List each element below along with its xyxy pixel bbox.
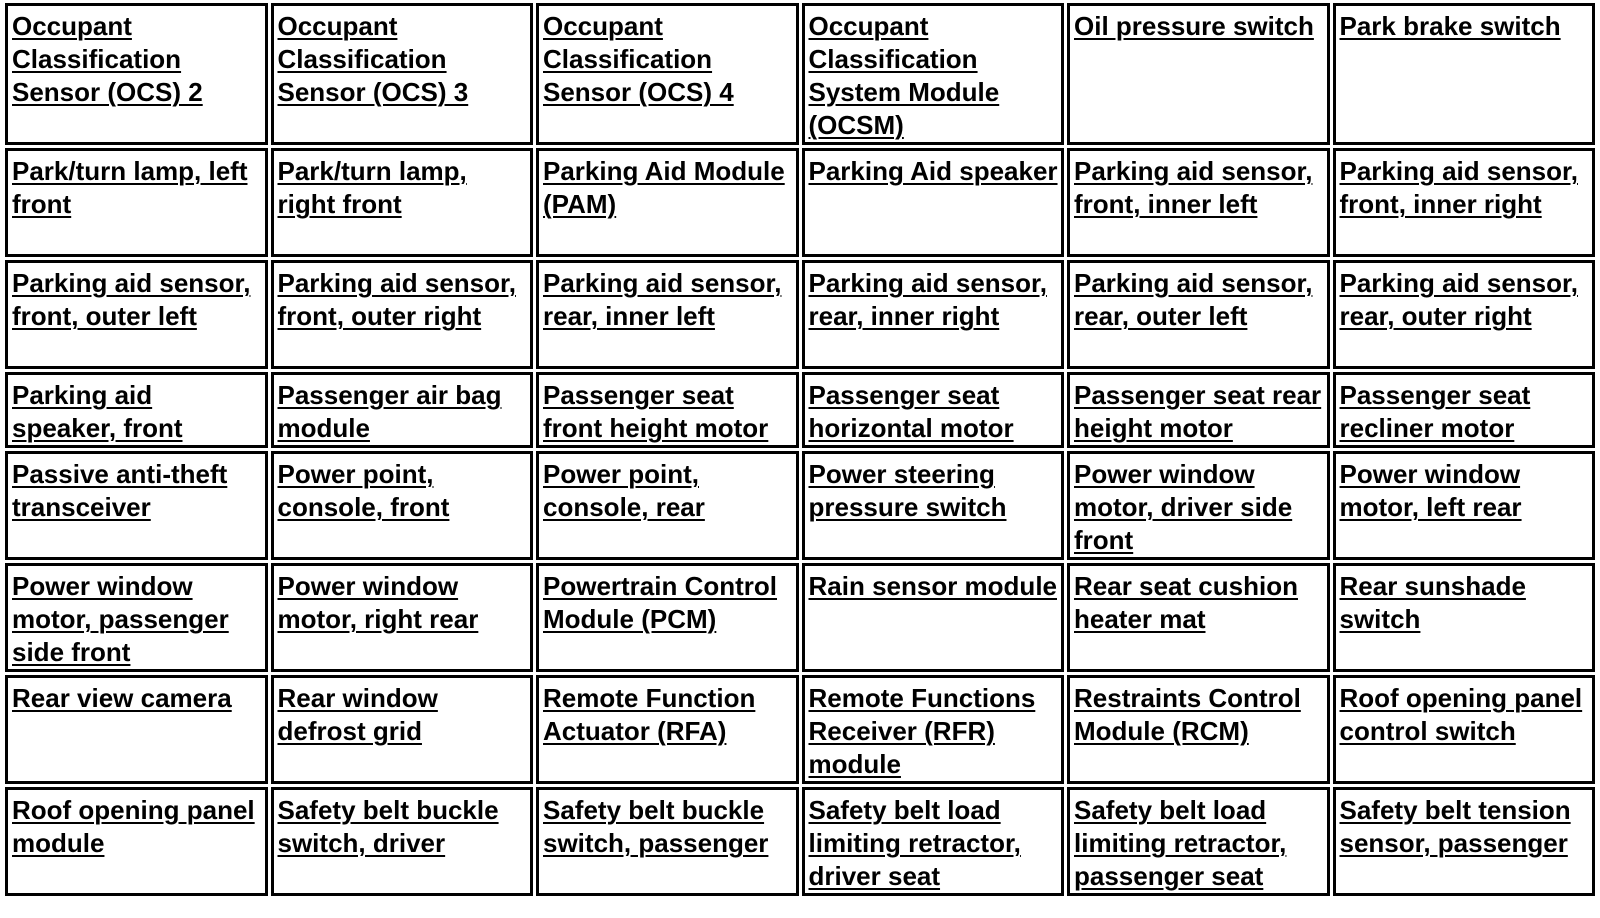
component-link[interactable]: Park brake switch	[1339, 11, 1561, 41]
table-row	[5, 787, 1595, 896]
component-link[interactable]: Parking aid sensor, front, inner right	[1339, 156, 1578, 219]
component-link[interactable]: Rain sensor module	[808, 571, 1057, 601]
table-cell	[271, 372, 534, 448]
table-cell	[1333, 260, 1596, 369]
table-cell	[536, 451, 799, 560]
component-link[interactable]: Park/turn lamp, right front	[277, 156, 467, 219]
component-link[interactable]: Occupant Classification Sensor (OCS) 4	[543, 11, 734, 107]
table-row	[5, 451, 1595, 560]
component-link[interactable]: Parking aid sensor, front, outer right	[277, 268, 516, 331]
component-link[interactable]: Parking aid speaker, front	[12, 380, 183, 443]
component-link[interactable]: Parking Aid speaker	[808, 156, 1058, 186]
table-cell	[802, 563, 1065, 672]
table-cell	[5, 3, 268, 145]
table-cell	[1333, 563, 1596, 672]
component-link[interactable]: Power point, console, rear	[543, 459, 705, 522]
component-link[interactable]: Parking aid sensor, front, inner left	[1074, 156, 1313, 219]
component-link[interactable]: Rear view camera	[12, 683, 232, 713]
table-cell	[1067, 563, 1330, 672]
table-row	[5, 372, 1595, 448]
component-link[interactable]: Power window motor, right rear	[277, 571, 479, 634]
table-row	[5, 260, 1595, 369]
component-link[interactable]: Rear window defrost grid	[277, 683, 438, 746]
component-link[interactable]: Safety belt tension sensor, passenger	[1339, 795, 1571, 858]
component-link[interactable]: Roof opening panel module	[12, 795, 255, 858]
component-link[interactable]: Remote Function Actuator (RFA)	[543, 683, 756, 746]
table-cell	[802, 148, 1065, 257]
table-cell	[5, 148, 268, 257]
component-link[interactable]: Passenger air bag module	[277, 380, 502, 443]
table-cell	[1333, 675, 1596, 784]
component-link[interactable]: Safety belt buckle switch, passenger	[543, 795, 769, 858]
table-cell	[271, 148, 534, 257]
table-cell	[802, 451, 1065, 560]
table-cell	[802, 3, 1065, 145]
component-link[interactable]: Safety belt buckle switch, driver	[277, 795, 499, 858]
component-link[interactable]: Rear sunshade switch	[1339, 571, 1526, 634]
component-link[interactable]: Passenger seat recliner motor	[1339, 380, 1531, 443]
table-cell	[5, 260, 268, 369]
component-link[interactable]: Passenger seat horizontal motor	[808, 380, 1014, 443]
component-link[interactable]: Park/turn lamp, left front	[12, 156, 248, 219]
table-cell	[536, 260, 799, 369]
table-cell	[1067, 260, 1330, 369]
component-link[interactable]: Occupant Classification System Module (OCSM)	[808, 11, 1000, 140]
table-row	[5, 148, 1595, 257]
table-row	[5, 563, 1595, 672]
component-link[interactable]: Parking aid sensor, front, outer left	[12, 268, 251, 331]
component-link[interactable]: Occupant Classification Sensor (OCS) 2	[12, 11, 203, 107]
table-cell	[271, 3, 534, 145]
component-link[interactable]: Rear seat cushion heater mat	[1074, 571, 1298, 634]
table-cell	[1067, 148, 1330, 257]
table-cell	[1333, 372, 1596, 448]
table-cell	[802, 260, 1065, 369]
table-cell	[5, 372, 268, 448]
table-cell	[1333, 451, 1596, 560]
component-link[interactable]: Parking aid sensor, rear, inner right	[808, 268, 1047, 331]
table-cell	[536, 787, 799, 896]
component-link[interactable]: Parking aid sensor, rear, outer right	[1339, 268, 1578, 331]
component-index-grid	[2, 0, 1598, 918]
component-link[interactable]: Parking aid sensor, rear, outer left	[1074, 268, 1313, 331]
table-cell	[1333, 3, 1596, 145]
table-row	[5, 3, 1595, 145]
table-cell	[1067, 675, 1330, 784]
table-cell	[1067, 3, 1330, 145]
component-link[interactable]: Oil pressure switch	[1074, 11, 1314, 41]
table-cell	[271, 260, 534, 369]
component-link[interactable]: Powertrain Control Module (PCM)	[543, 571, 778, 634]
table-cell	[536, 675, 799, 784]
component-link[interactable]: Parking aid sensor, rear, inner left	[543, 268, 782, 331]
table-cell	[5, 451, 268, 560]
table-cell	[271, 563, 534, 672]
table-cell	[536, 563, 799, 672]
table-cell	[5, 675, 268, 784]
component-link[interactable]: Power window motor, driver side front	[1074, 459, 1293, 555]
component-link[interactable]: Parking Aid Module (PAM)	[543, 156, 785, 219]
component-link[interactable]: Passive anti-theft transceiver	[12, 459, 228, 522]
component-link[interactable]: Passenger seat rear height motor	[1074, 380, 1322, 443]
table-cell	[1333, 148, 1596, 257]
table-cell	[1067, 787, 1330, 896]
table-cell	[536, 372, 799, 448]
table-cell	[1333, 787, 1596, 896]
component-link[interactable]: Remote Functions Receiver (RFR) module	[808, 683, 1036, 779]
table-cell	[536, 148, 799, 257]
table-cell	[5, 787, 268, 896]
table-cell	[802, 787, 1065, 896]
component-link[interactable]: Passenger seat front height motor	[543, 380, 769, 443]
table-cell	[1067, 451, 1330, 560]
table-cell	[271, 675, 534, 784]
component-link[interactable]: Power point, console, front	[277, 459, 450, 522]
table-cell	[802, 675, 1065, 784]
component-link[interactable]: Roof opening panel control switch	[1339, 683, 1583, 746]
component-link[interactable]: Power window motor, passenger side front	[12, 571, 229, 667]
table-row	[5, 675, 1595, 784]
table-cell	[536, 3, 799, 145]
component-link[interactable]: Power steering pressure switch	[808, 459, 1007, 522]
table-cell	[271, 451, 534, 560]
component-link[interactable]: Restraints Control Module (RCM)	[1074, 683, 1301, 746]
component-link[interactable]: Safety belt load limiting retractor, driver seat	[808, 795, 1021, 891]
table-cell	[271, 787, 534, 896]
table-cell	[802, 372, 1065, 448]
component-link[interactable]: Safety belt load limiting retractor, passenger seat	[1074, 795, 1287, 891]
component-index-table	[2, 0, 1598, 899]
table-cell	[5, 563, 268, 672]
table-cell	[1067, 372, 1330, 448]
component-link[interactable]: Occupant Classification Sensor (OCS) 3	[277, 11, 469, 107]
component-link[interactable]: Power window motor, left rear	[1339, 459, 1522, 522]
